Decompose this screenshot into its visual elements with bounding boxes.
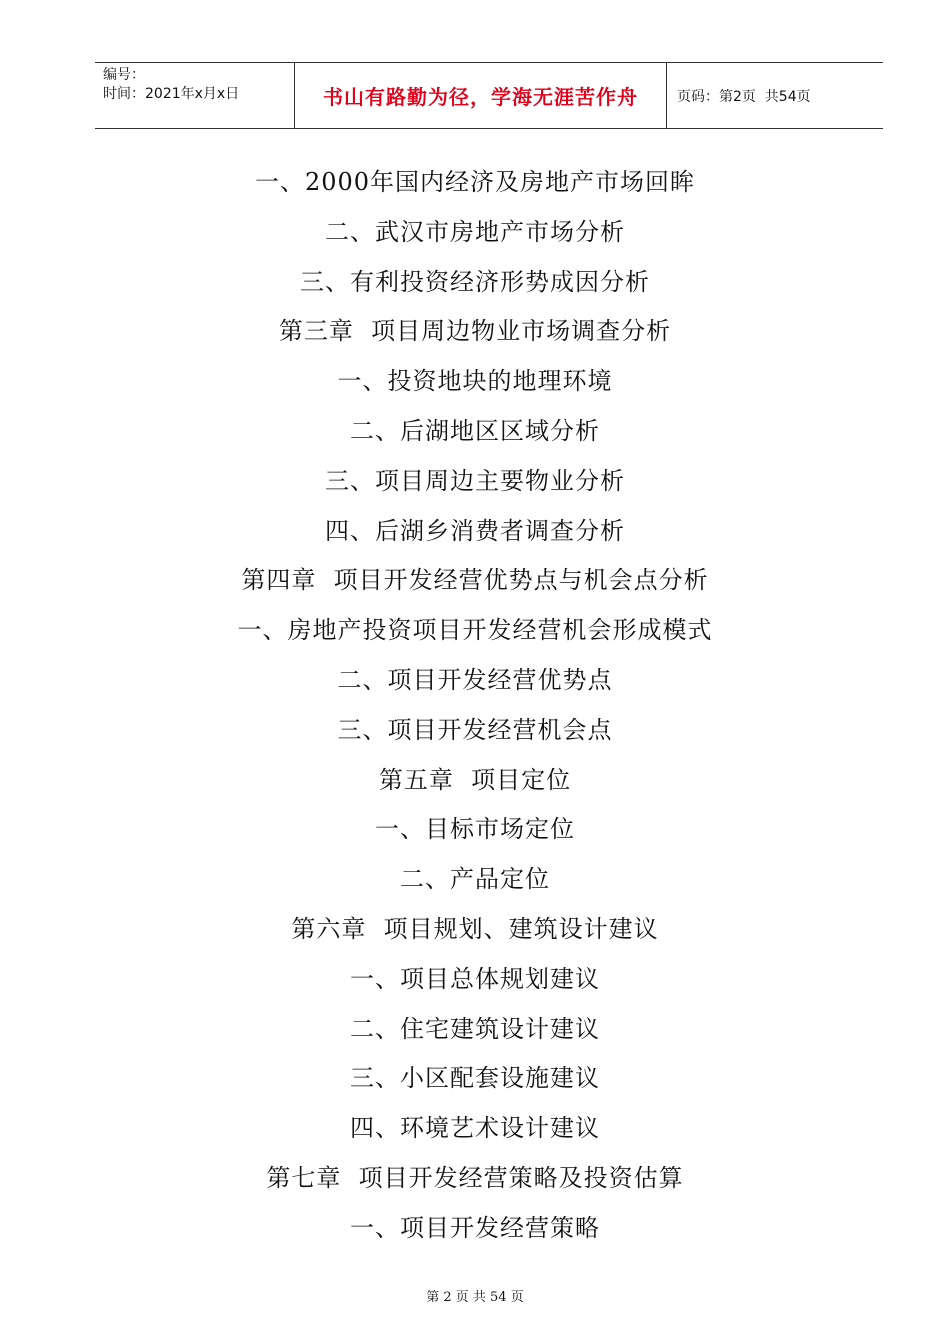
- toc-entry: 二、产品定位: [400, 865, 550, 894]
- toc-entry: 三、项目周边主要物业分析: [325, 466, 625, 495]
- toc-entry: 三、有利投资经济形势成因分析: [300, 267, 650, 296]
- toc-entry: 二、武汉市房地产市场分析: [325, 217, 625, 246]
- toc-chapter: 第三章 项目周边物业市场调查分析: [278, 317, 672, 346]
- toc-entry: 二、后湖地区区域分析: [350, 416, 600, 445]
- page-info-text: 页码：第2页 共54页: [677, 88, 811, 105]
- header-page-info: [667, 63, 883, 128]
- toc-entry: 三、项目开发经营机会点: [337, 715, 613, 744]
- toc-entry: 一、投资地块的地理环境: [337, 367, 613, 396]
- toc-entry: 一、房地产投资项目开发经营机会形成模式: [237, 616, 713, 645]
- toc-entry: 四、后湖乡消费者调查分析: [325, 516, 625, 545]
- toc-entry: 二、项目开发经营优势点: [337, 665, 613, 694]
- toc-entry: 四、环境艺术设计建议: [350, 1114, 600, 1143]
- toc-chapter: 第五章 项目定位: [378, 765, 572, 794]
- header-meta: [95, 63, 295, 128]
- toc-chapter: 第六章 项目规划、建筑设计建议: [291, 914, 659, 943]
- toc-entry: 三、小区配套设施建议: [350, 1064, 600, 1093]
- toc-entry: 二、住宅建筑设计建议: [350, 1014, 600, 1043]
- toc-chapter: 第四章 项目开发经营优势点与机会点分析: [241, 566, 709, 595]
- toc-entry: 一、项目开发经营策略: [350, 1213, 600, 1242]
- header-motto: 书山有路勤为径，学海无涯苦作舟: [295, 63, 667, 128]
- serial-number-label: 编号：: [103, 67, 145, 83]
- page-footer: 第 2 页 共 54 页: [426, 1290, 524, 1305]
- time-label: 时间：2021年x月x日: [103, 86, 240, 102]
- toc-entry: 一、2000年国内经济及房地产市场回眸: [254, 168, 696, 196]
- page-header: [95, 62, 883, 129]
- toc-entry: 一、项目总体规划建议: [350, 964, 600, 993]
- table-of-contents: [0, 158, 950, 1254]
- toc-chapter: 第七章 项目开发经营策略及投资估算: [266, 1163, 684, 1192]
- toc-entry: 一、目标市场定位: [375, 815, 575, 844]
